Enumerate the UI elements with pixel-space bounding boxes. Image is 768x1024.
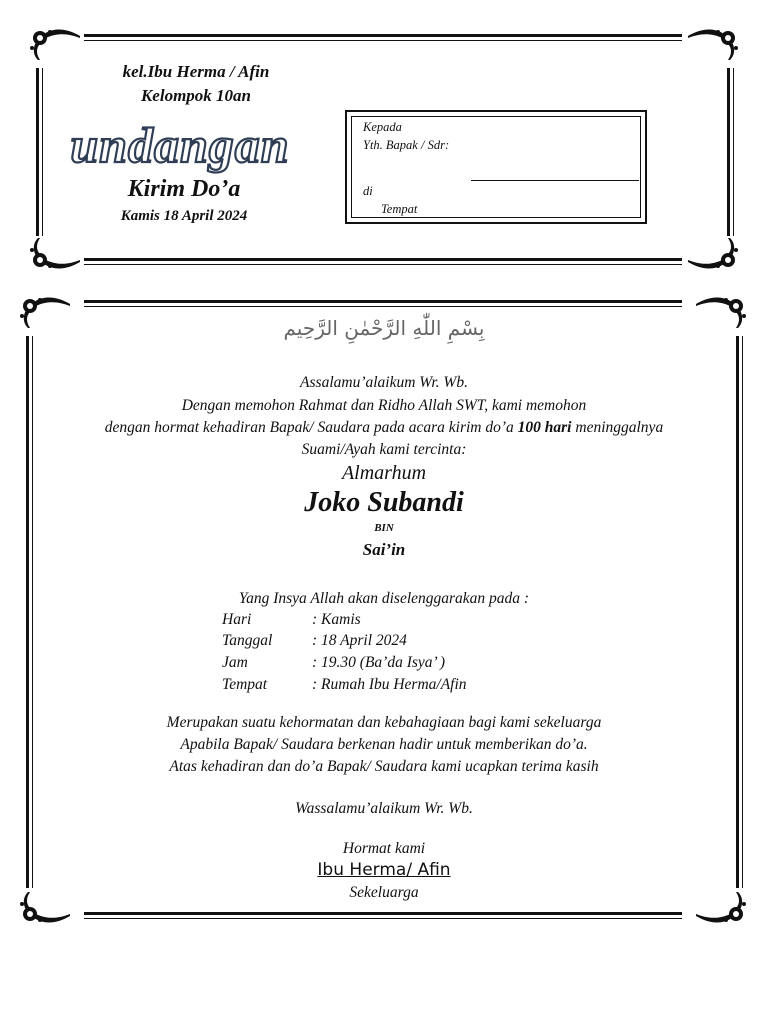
detail-value-place: : Rumah Ibu Herma/Afin [312,676,467,693]
address-kepada: Kepada [363,120,402,134]
basmala: بِسْمِ اللّٰهِ الرَّحْمٰنِ الرَّحِيم [283,316,485,340]
signatory-name: Ibu Herma/ Afin [317,860,451,880]
farewell: Wassalamu’alaikum Wr. Wb. [295,800,473,817]
intro-line-2: dengan hormat kehadiran Bapak/ Saudara pada acara kirim do’a 100 hari meninggalnya [104,419,664,436]
closing-line-1: Merupakan suatu kehormatan dan kebahagiaan bagi kami sekeluarga [166,714,602,731]
regards: Hormat kami [342,840,426,857]
event-subtitle: Kirim Do’a [127,176,241,202]
detail-label-place: Tempat [222,676,268,693]
closing-line-3: Atas kehadiran dan do’a Bapak/ Saudara kami ucapkan terima kasih [169,758,599,775]
event-date: Kamis 18 April 2024 [120,208,248,224]
sender-name: kel.Ibu Herma / Afin [122,62,270,81]
greeting: Assalamu’alaikum Wr. Wb. [300,374,468,391]
detail-label-time: Jam [222,654,248,671]
detail-label-day: Hari [222,611,252,628]
family-label: Sekeluarga [349,884,419,901]
closing-line-2: Apabila Bapak/ Saudara berkenan hadir untuk memberikan do’a. [180,736,588,753]
days-count: 100 hari [517,419,572,436]
address-tempat: Tempat [381,202,418,216]
father-name: Sai’in [362,540,406,559]
intro-line-3: Suami/Ayah kami tercinta: [301,441,467,458]
sender-group: Kelompok 10an [140,86,252,105]
undangan-title-text: undangan [70,118,290,173]
almarhum-label: Almarhum [341,462,427,484]
deceased-name: Joko Subandi [304,487,464,518]
intro-line-1: Dengan memohon Rahmat dan Ridho Allah SWT, kami memohon [181,397,587,414]
detail-label-date: Tanggal [222,632,273,649]
event-intro: Yang Insya Allah akan diselenggarakan pada : [238,590,530,607]
address-yth: Yth. Bapak / Sdr: [363,138,450,152]
address-di: di [363,184,373,198]
detail-value-day: : Kamis [312,611,361,628]
detail-value-time: : 19.30 (Ba’da Isya’ ) [312,654,446,671]
detail-value-date: : 18 April 2024 [312,632,407,649]
bin-label: BIN [374,522,394,534]
